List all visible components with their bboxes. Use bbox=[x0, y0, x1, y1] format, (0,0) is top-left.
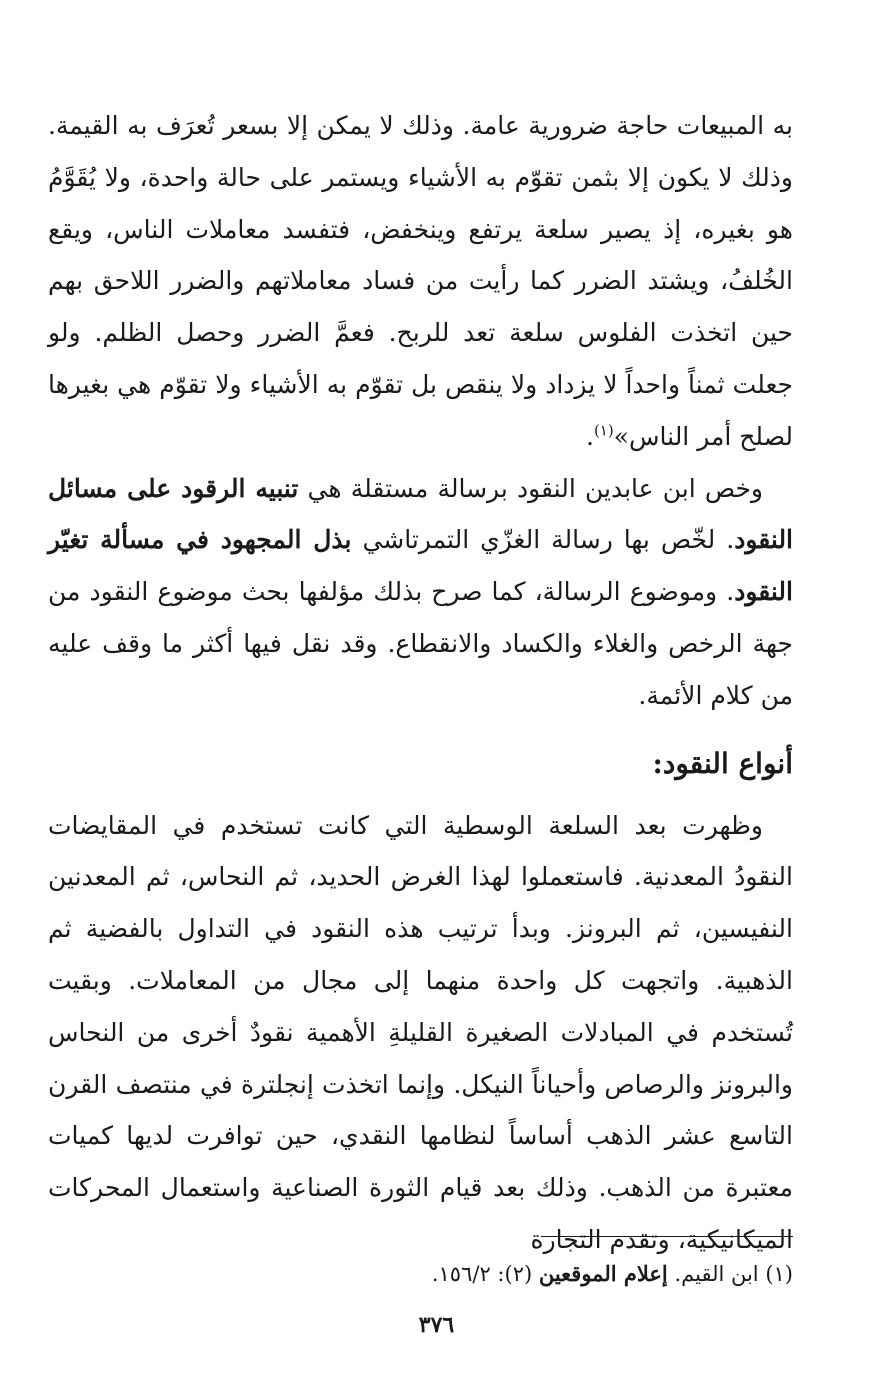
paragraph-1-text: به المبيعات حاجة ضرورية عامة. وذلك لا يمكن إلا بسعر تُعرَف به القيمة. وذلك لا يكون إلا بثمن تقوّم به الأشياء ويستمر على حالة واحدة، ولا يُقَوَّمُ هو بغيره، إذ يصير سلعة يرتفع وينخفض، فتفسد معاملات الناس، ويقع الخُلفُ، ويشتد الضرر كما رأيت من فساد معاملاتهم والضرر اللاحق بهم حين اتخذت الفلوس سلعة تعد للربح. فعمَّ الضرر وحصل الظلم. ولو جعلت ثمناً واحداً لا يزداد ولا ينقص بل تقوّم به الأشياء ولا تقوّم هي بغيرها لصلح أمر الناس» bbox=[48, 111, 793, 451]
footnote-divider bbox=[541, 1236, 793, 1237]
footnote-part-c: (٢): ١٥٦/٢. bbox=[431, 1262, 539, 1286]
paragraph-2-part-a: وخص ابن عابدين النقود برسالة مستقلة هي bbox=[298, 473, 763, 503]
paragraph-3: وظهرت بعد السلعة الوسطية التي كانت تستخدم في المقايضات النقودُ المعدنية. فاستعملوا لهذا الغرض الحديد، ثم النحاس، ثم المعدنين النفيسين، ثم البرونز. وبدأ ترتيب هذه النقود في التداول بالفضية ثم الذهبية. واتجهت كل واحدة منهما إلى مجال من المعاملات. وبقيت تُستخدم في المبادلات الصغيرة القليلةِ الأهمية نقودٌ أخرى من النحاس والبرونز والرصاص وأحياناً النيكل. وإنما اتخذت إنجلترة في منتصف القرن التاسع عشر الذهب أساساً لنظامها النقدي، حين توافرت لديها كميات معتبرة من الذهب. وذلك بعد قيام الثورة الصناعية واستعمال المحركات الميكانيكية، وتقدم التجارة bbox=[48, 810, 793, 1254]
book-title-badhl: بذل المجهود في مسألة تغيّر النقود bbox=[48, 525, 793, 607]
page-body bbox=[48, 100, 793, 1266]
paragraph-1-end: . bbox=[585, 421, 594, 451]
page-number: ٣٧٦ bbox=[418, 1312, 455, 1338]
paragraph-2-part-c: . لخّص بها رسالة الغزّي التمرتاشي bbox=[351, 525, 735, 555]
paragraph-2-part-e: . وموضوع الرسالة، كما صرح بذلك مؤلفها بحث موضوع النقود من جهة الرخص والغلاء والكساد والانقطاع. وقد نقل فيها أكثر ما وقف عليه من كلام الأئمة. bbox=[48, 577, 793, 710]
paragraph-2 bbox=[48, 463, 793, 722]
book-title-tanbih: تنبيه الرقود على مسائل النقود bbox=[48, 473, 794, 555]
paragraph-1 bbox=[48, 100, 793, 463]
footnote-book-title: إعلام الموقعين bbox=[538, 1261, 668, 1286]
footnote-part-a: (١) ابن القيم. bbox=[667, 1262, 793, 1286]
footnote-reference: (١) bbox=[593, 421, 614, 440]
section-heading: أنواع النقود: bbox=[652, 746, 793, 780]
footnote bbox=[48, 1254, 793, 1294]
